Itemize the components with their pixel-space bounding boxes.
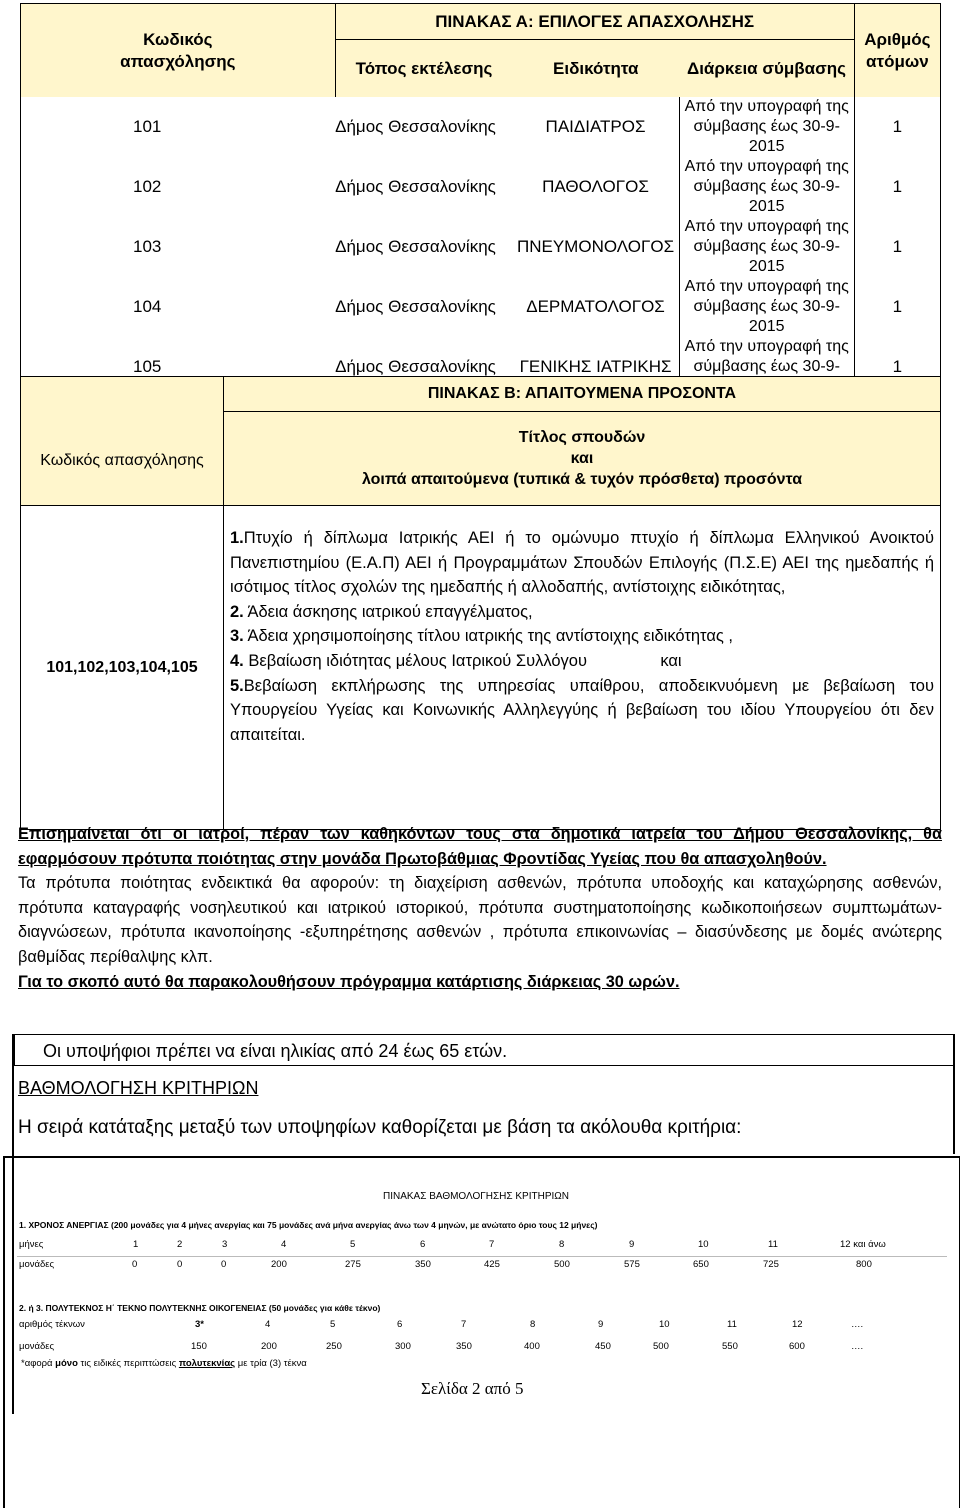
units2-cell: 450 — [595, 1341, 611, 1352]
row-count: 1 — [892, 297, 903, 316]
header-specialty: Ειδικότητα — [512, 40, 679, 98]
header-count-label: Αριθμός ατόμων — [864, 29, 931, 71]
section2-title: 2. ή 3. ΠΟΛΥΤΕΚΝΟΣ Η΄ ΤΕΚΝΟ ΠΟΛΥΤΕΚΝΗΣ ΟΙΚΟΓΕΝΕΙΑΣ (50 μονάδες για κάθε τέκνο) — [19, 1303, 381, 1313]
requirement-item: 2. Άδεια άσκησης ιατρικού επαγγέλματος, — [230, 602, 533, 621]
children-cell: 12 — [792, 1319, 803, 1330]
requirement-item: 1.Πτυχίο ή δίπλωμα Ιατρικής ΑΕΙ ή το ομώνυμο πτυχίο ή δίπλωμα Ελληνικού Ανοικτού Πανεπιστημίου (Ε.Α.Π) ΑΕΙ ή Προγραμμάτων Σπουδών Επιλογής (Π.Σ.Ε) ΑΕΙ της ημεδαπής ή ισότιμος τίτλος σχολών της ημεδαπής ή αλλοδαπής, αντίστοιχης ειδικότητας, — [230, 529, 934, 597]
section1-title: 1. ΧΡΟΝΟΣ ΑΝΕΡΓΙΑΣ (200 μονάδες για 4 μήνες ανεργίας και 75 μονάδες ανά μήνα ανεργίας άνω των 4 μηνών, με ανώτατο όριο τους 12 μήνες) — [19, 1220, 598, 1230]
months-cell: 8 — [559, 1239, 565, 1250]
row-place: Δήμος Θεσσαλονίκης — [335, 357, 496, 376]
row-count: 1 — [892, 117, 903, 136]
table-row — [21, 277, 941, 337]
months-cell: 1 — [133, 1239, 139, 1250]
units-cell: 800 — [856, 1259, 872, 1270]
table-b-requirements-header — [224, 412, 941, 506]
header-code — [21, 4, 336, 98]
age-requirement-box — [14, 1034, 955, 1066]
row-place: Δήμος Θεσσαλονίκης — [335, 297, 496, 316]
children-label: αριθμός τέκνων — [19, 1319, 85, 1330]
table-required-qualifications — [20, 376, 941, 830]
children-cell: …. — [851, 1319, 864, 1330]
row-code: 103 — [133, 237, 162, 256]
row-count: 1 — [892, 357, 903, 376]
children-cell: 5 — [330, 1319, 336, 1330]
children-cell: 8 — [530, 1319, 536, 1330]
score-table-box — [3, 1156, 960, 1508]
notice-section — [18, 822, 942, 994]
row-duration-line1: Από την υπογραφή της — [684, 278, 849, 295]
page-footer: Σελίδα 2 από 5 — [421, 1379, 524, 1398]
units2-cell: 150 — [191, 1341, 207, 1352]
units2-cell: 300 — [395, 1341, 411, 1352]
table-b-code-header: Κωδικός απασχόλησης — [21, 377, 224, 506]
row-specialty: ΓΕΝΙΚΗΣ ΙΑΤΡΙΚΗΣ — [512, 337, 679, 398]
divider — [17, 1256, 947, 1257]
header-count — [854, 4, 940, 98]
row-duration-line2: σύμβασης έως 30-9-2015 — [693, 118, 840, 155]
row-duration-line1: Από την υπογραφή της — [684, 338, 849, 355]
footnote: *αφορά μόνο τις ειδικές περιπτώσεις πολυτεκνίας με τρία (3) τέκνα — [21, 1358, 307, 1369]
units2-cell: 600 — [789, 1341, 805, 1352]
row-duration-line1: Από την υπογραφή της — [684, 98, 849, 115]
requirement-item: 5.Βεβαίωση εκπλήρωσης της υπηρεσίας υπαίθρου, αποδεικνυόμενη με βεβαίωση του Υπουργείου Υγείας και Κοινωνικής Αλληλεγγύης ή βεβαίωση του ιδίου Υπουργείου ότι δεν απαιτείται. — [230, 676, 934, 744]
notice-body: Τα πρότυπα ποιότητας ενδεικτικά θα αφορούν: τη διαχείριση ασθενών, πρότυπα υποδοχής και καταχώρησης ασθενών, πρότυπα καταγραφής νοσηλευτικού και ιατρικού ιστορικού, πρότυπα συστηματοποίησης κωδικοποιήσεων συμπτωμάτων-διαγνώσεων, πρότυπα ικανοποίησης -εξυπηρέτησης ασθενών , πρότυπα επικοινωνίας – διασύνδεσης με δομές ανώτερης βαθμίδας περίθαλψης κλπ. — [18, 874, 942, 966]
units-cell: 725 — [763, 1259, 779, 1270]
header-code-label: Κωδικός απασχόλησης — [120, 29, 236, 71]
units2-cell: 550 — [722, 1341, 738, 1352]
children-cell: 10 — [659, 1319, 670, 1330]
criteria-title: ΒΑΘΜΟΛΟΓΗΣΗ ΚΡΙΤΗΡΙΩΝ — [18, 1078, 259, 1098]
score-table-title: ΠΙΝΑΚΑΣ ΒΑΘΜΟΛΟΓΗΣΗΣ ΚΡΙΤΗΡΙΩΝ — [383, 1191, 569, 1202]
units-cell: 0 — [221, 1259, 227, 1270]
row-duration — [679, 157, 854, 217]
units-cell: 500 — [554, 1259, 570, 1270]
header-duration: Διάρκεια σύμβασης — [679, 40, 854, 98]
row-specialty: ΠΑΙΔΙΑΤΡΟΣ — [512, 97, 679, 157]
months-cell: 7 — [489, 1239, 495, 1250]
months-cell: 4 — [281, 1239, 287, 1250]
header-place: Τόπος εκτέλεσης — [335, 40, 512, 98]
row-duration — [679, 97, 854, 157]
row-duration-line1: Από την υπογραφή της — [684, 218, 849, 235]
table-row — [21, 217, 941, 277]
children-cell: 6 — [397, 1319, 403, 1330]
row-specialty: ΠΑΘΟΛΟΓΟΣ — [512, 157, 679, 217]
row-specialty: ΠΝΕΥΜΟΝΟΛΟΓΟΣ — [512, 217, 679, 277]
children-cell: 3* — [195, 1319, 204, 1330]
req-header-line2: και — [570, 450, 594, 467]
children-cell: 7 — [461, 1319, 467, 1330]
table-row — [21, 157, 941, 217]
months-cell: 2 — [177, 1239, 183, 1250]
units-cell: 425 — [484, 1259, 500, 1270]
units-cell: 275 — [345, 1259, 361, 1270]
units-cell: 0 — [132, 1259, 138, 1270]
row-duration-line2: σύμβασης έως 30-9-2015 — [693, 298, 840, 335]
row-place: Δήμος Θεσσαλονίκης — [335, 117, 496, 136]
requirement-item: 3. Άδεια χρησιμοποίησης τίτλου ιατρικής της αντίστοιχης ειδικότητας , — [230, 627, 733, 646]
table-a-title: ΠΙΝΑΚΑΣ Α: ΕΠΙΛΟΓΕΣ ΑΠΑΣΧΟΛΗΣΗΣ — [335, 4, 854, 40]
row-duration-line2: σύμβασης έως 30-9-2015 — [693, 178, 840, 215]
table-employment-options — [20, 3, 941, 398]
children-cell: 9 — [598, 1319, 604, 1330]
units-cell: 575 — [624, 1259, 640, 1270]
children-cell: 11 — [727, 1319, 737, 1330]
units2-cell: 200 — [261, 1341, 277, 1352]
row-duration-line2: σύμβασης έως 30-9-2015 — [693, 238, 840, 275]
row-code: 105 — [133, 357, 162, 376]
units2-label: μονάδες — [19, 1341, 55, 1352]
row-duration — [679, 277, 854, 337]
row-duration-line2: σύμβασης έως 30-9- — [693, 358, 840, 375]
row-place: Δήμος Θεσσαλονίκης — [335, 237, 496, 256]
row-duration-line1: Από την υπογραφή της — [684, 158, 849, 175]
notice-emphasis: Επισημαίνεται ότι οι ιατροί, πέραν των καθηκόντων τους στα δημοτικά ιατρεία του Δήμου Θεσσαλονίκης, θα εφαρμόσουν πρότυπα ποιότητας στην μονάδα Πρωτοβάθμιας Φροντίδας Υγείας που θα απασχοληθούν. — [18, 825, 942, 868]
table-b-title: ΠΙΝΑΚΑΣ Β: ΑΠΑΙΤΟΥΜΕΝΑ ΠΡΟΣΟΝΤΑ — [224, 377, 941, 412]
units2-cell: 250 — [326, 1341, 342, 1352]
row-code: 102 — [133, 177, 162, 196]
units-cell: 0 — [177, 1259, 183, 1270]
months-cell: 6 — [420, 1239, 426, 1250]
row-specialty: ΔΕΡΜΑΤΟΛΟΓΟΣ — [512, 277, 679, 337]
months-cell: 11 — [768, 1239, 778, 1250]
months-cell: 5 — [350, 1239, 356, 1250]
units-cell: 650 — [693, 1259, 709, 1270]
notice-training: Για το σκοπό αυτό θα παρακολουθήσουν πρόγραμμα κατάρτισης διάρκειας 30 ωρών. — [18, 972, 680, 991]
months-label: μήνες — [19, 1239, 44, 1250]
units-cell: 200 — [271, 1259, 287, 1270]
units2-cell: 500 — [653, 1341, 669, 1352]
req-header-line3: λοιπά απαιτούμενα (τυπικά & τυχόν πρόσθετα) προσόντα — [361, 471, 803, 488]
row-count: 1 — [892, 177, 903, 196]
age-requirement-text: Οι υποψήφιοι πρέπει να είναι ηλικίας από 24 έως 65 ετών. — [43, 1041, 508, 1061]
months-cell: 9 — [629, 1239, 635, 1250]
units-cell: 350 — [415, 1259, 431, 1270]
table-b-codes: 101,102,103,104,105 — [21, 506, 224, 830]
row-place: Δήμος Θεσσαλονίκης — [335, 177, 496, 196]
criteria-intro: Η σειρά κατάταξης μεταξύ των υποψηφίων καθορίζεται με βάση τα ακόλουθα κριτήρια: — [18, 1117, 742, 1138]
table-b-requirements — [224, 506, 941, 830]
months-cell: 10 — [698, 1239, 709, 1250]
row-code: 101 — [133, 117, 162, 136]
units2-cell: 400 — [524, 1341, 540, 1352]
units2-cell: 350 — [456, 1341, 472, 1352]
units2-cell: …. — [851, 1341, 864, 1352]
requirement-item: 4. Βεβαίωση ιδιότητας μέλους Ιατρικού Συλλόγου και — [230, 651, 682, 670]
units-label: μονάδες — [19, 1259, 55, 1270]
table-row — [21, 97, 941, 157]
req-header-line1: Τίτλος σπουδών — [518, 429, 646, 446]
row-count: 1 — [892, 237, 903, 256]
children-cell: 4 — [265, 1319, 271, 1330]
row-duration — [679, 217, 854, 277]
months-cell: 3 — [222, 1239, 228, 1250]
row-code: 104 — [133, 297, 162, 316]
months-cell: 12 και άνω — [840, 1239, 886, 1250]
